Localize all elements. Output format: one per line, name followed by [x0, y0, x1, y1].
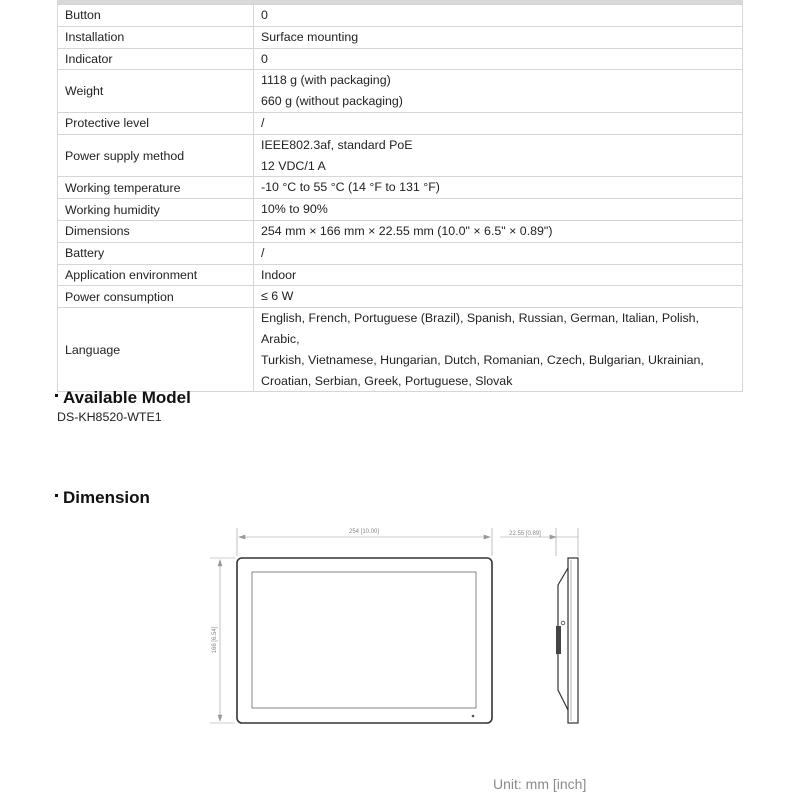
indicator-dot	[472, 715, 475, 718]
spec-value-line: 0	[261, 51, 268, 66]
spec-label: Battery	[58, 242, 254, 264]
side-front-panel	[568, 558, 578, 723]
front-view	[237, 558, 492, 723]
spec-value-line: 1118 g (with packaging)	[261, 73, 391, 88]
spec-label: Indicator	[58, 48, 254, 70]
spec-label: Working temperature	[58, 177, 254, 199]
device-outline	[237, 558, 492, 723]
spec-value-line: -10 °C to 55 °C (14 °F to 131 °F)	[261, 180, 440, 195]
side-connector	[556, 626, 561, 654]
spec-label: Installation	[58, 26, 254, 48]
spec-value-line: 254 mm × 166 mm × 22.55 mm (10.0" × 6.5" × 0.89")	[261, 223, 553, 238]
spec-value-line: IEEE802.3af, standard PoE	[261, 137, 413, 152]
side-view	[556, 558, 578, 723]
available-model-title: Available Model	[63, 388, 191, 407]
spec-value-line: 10% to 90%	[261, 202, 328, 217]
spec-value-line: 0	[261, 8, 268, 22]
spec-value-line: 660 g (without packaging)	[261, 94, 403, 109]
spec-value-line: /	[261, 115, 265, 130]
spec-value-line: Surface mounting	[261, 29, 359, 44]
height-label: 166 [6.54]	[212, 626, 218, 654]
spec-value-line: English, French, Portuguese (Brazil), Spanish, Russian, German, Italian, Polish, Arabic,	[261, 311, 700, 346]
dimension-title: Dimension	[63, 488, 150, 507]
spec-label: Protective level	[58, 112, 254, 134]
unit-label: Unit: mm [inch]	[493, 776, 587, 792]
width-label: 254 [10.00]	[348, 529, 380, 535]
screen-outline	[252, 572, 476, 708]
spec-label: Power consumption	[58, 286, 254, 308]
spec-label: Weight	[58, 70, 254, 113]
spec-value-line: ≤ 6 W	[261, 289, 294, 304]
spec-value-line: Turkish, Vietnamese, Hungarian, Dutch, Romanian, Czech, Bulgarian, Ukrainian,	[261, 352, 704, 367]
spec-value-line: 12 VDC/1 A	[261, 158, 326, 173]
spec-label: Language	[58, 308, 254, 392]
spec-label: Application environment	[58, 264, 254, 286]
spec-value-line: Indoor	[261, 267, 297, 282]
depth-label: 22.55 [0.89]	[509, 531, 541, 537]
spec-value-line: Croatian, Serbian, Greek, Portuguese, Slovak	[261, 373, 513, 388]
spec-label: Button	[58, 5, 254, 27]
spec-label: Working humidity	[58, 199, 254, 221]
model-number: DS-KH8520-WTE1	[57, 410, 162, 424]
spec-value-line: /	[261, 245, 265, 260]
spec-label: Dimensions	[58, 220, 254, 242]
spec-label: Power supply method	[58, 134, 254, 177]
